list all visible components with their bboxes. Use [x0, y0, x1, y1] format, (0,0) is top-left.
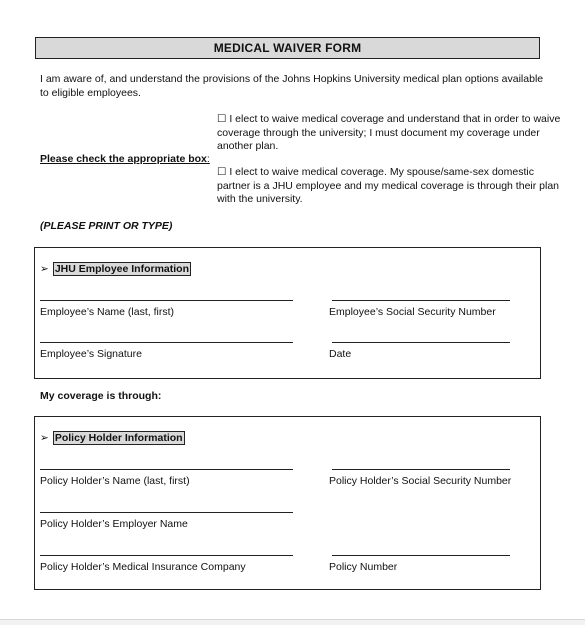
- employee-name-field[interactable]: [40, 300, 293, 301]
- policy-holder-ssn-field[interactable]: [332, 469, 510, 470]
- checkbox-icon[interactable]: ☐: [217, 113, 227, 125]
- checkbox-icon[interactable]: ☐: [217, 166, 227, 178]
- intro-text: I am aware of, and understand the provisions of the Johns Hopkins University medical plan options available to eligible employees.: [40, 73, 544, 99]
- policy-holder-name-field[interactable]: [40, 469, 293, 470]
- waive-option-other-plan[interactable]: [217, 113, 562, 154]
- check-box-instruction: Please check the appropriate box:: [40, 153, 210, 165]
- policy-number-label: Policy Number: [329, 561, 398, 573]
- arrow-bullet-icon: ➢: [40, 263, 49, 275]
- waive-option-spouse-plan[interactable]: [217, 166, 562, 207]
- policy-holder-name-label: Policy Holder’s Name (last, first): [40, 475, 190, 487]
- policy-holder-employer-field[interactable]: [40, 512, 293, 513]
- policy-heading-text: Policy Holder Information: [54, 432, 183, 444]
- print-note: (PLEASE PRINT OR TYPE): [40, 220, 173, 232]
- arrow-bullet-icon: ➢: [40, 432, 49, 444]
- employee-name-label: Employee’s Name (last, first): [40, 306, 175, 318]
- employee-ssn-label: Employee’s Social Security Number: [329, 306, 496, 318]
- policy-holder-ssn-label: Policy Holder’s Social Security Number: [329, 475, 512, 487]
- option-other-plan-text: I elect to waive medical coverage and understand that in order to waive coverage through the university; I must document my coverage under another plan.: [217, 113, 561, 152]
- date-field[interactable]: [332, 342, 510, 343]
- policy-number-field[interactable]: [332, 555, 510, 556]
- employee-signature-label: Employee’s Signature: [40, 348, 142, 360]
- policy-section-heading: [40, 432, 185, 445]
- employee-heading-text: JHU Employee Information: [54, 263, 190, 275]
- insurance-company-field[interactable]: [40, 555, 293, 556]
- employee-ssn-field[interactable]: [332, 300, 510, 301]
- date-label: Date: [329, 348, 352, 360]
- policy-holder-employer-label: Policy Holder’s Employer Name: [40, 518, 188, 530]
- coverage-label: My coverage is through:: [40, 390, 162, 402]
- employee-section-heading: [40, 263, 191, 276]
- insurance-company-label: Policy Holder’s Medical Insurance Company: [40, 561, 246, 573]
- employee-signature-field[interactable]: [40, 342, 293, 343]
- option-spouse-plan-text: I elect to waive medical coverage. My spouse/same-sex domestic partner is a JHU employee and my medical coverage is through their plan with the university.: [217, 166, 560, 205]
- form-title: MEDICAL WAIVER FORM: [35, 37, 540, 59]
